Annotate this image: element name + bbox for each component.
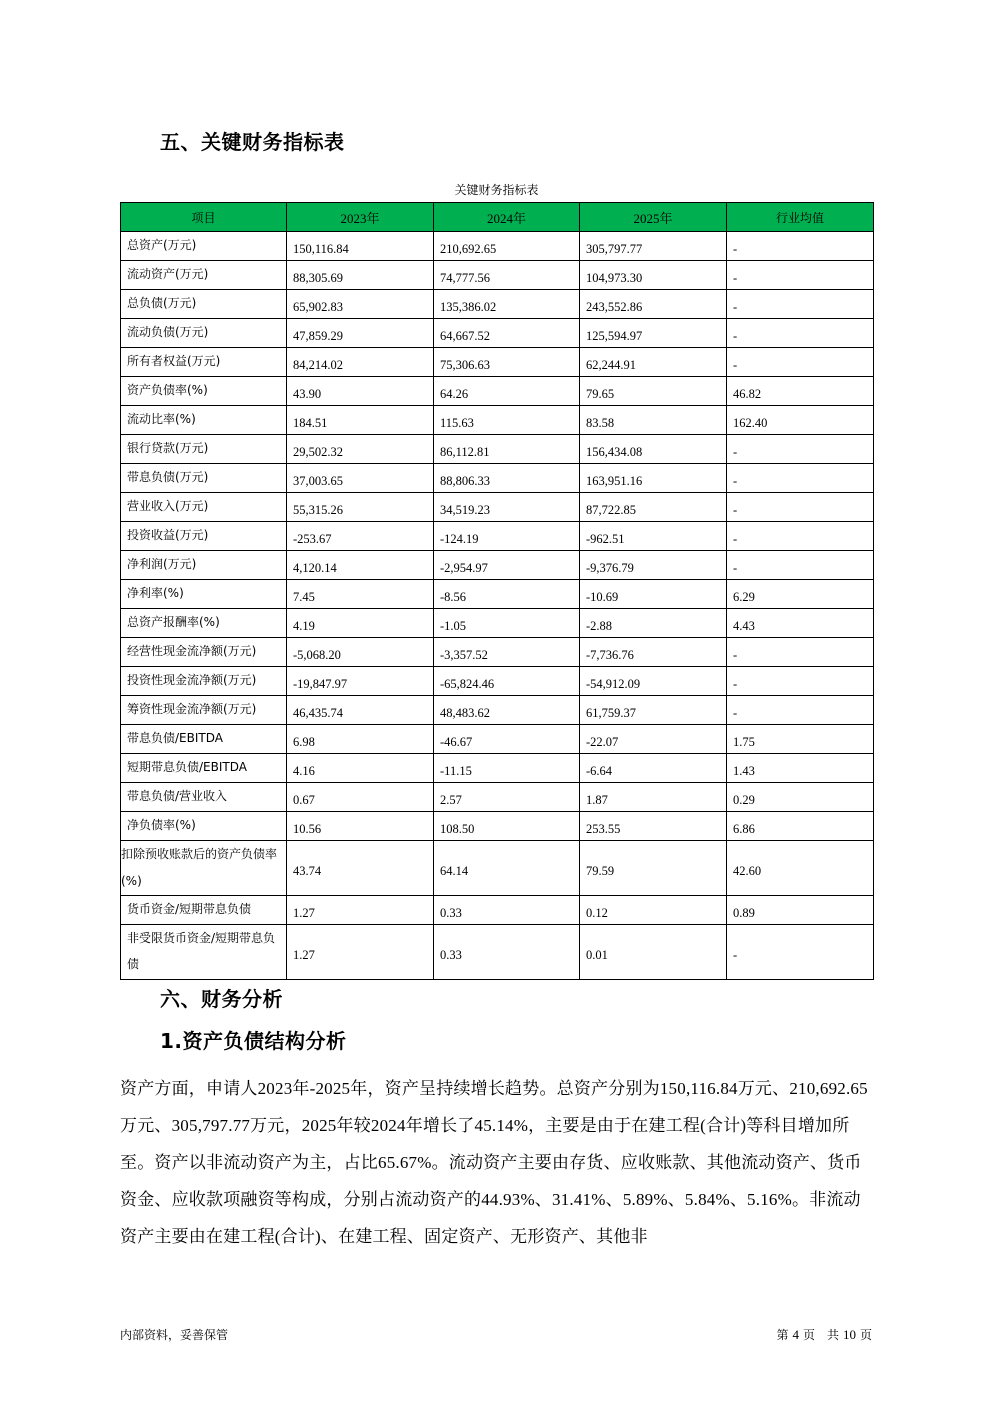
row-value: -22.07 (580, 725, 727, 754)
row-value: 4.19 (287, 609, 434, 638)
key-financial-indicators-table (120, 202, 874, 980)
row-value: -2.88 (580, 609, 727, 638)
row-label: 流动资产(万元) (121, 261, 287, 290)
row-label: 短期带息负债/EBITDA (121, 754, 287, 783)
row-value: 42.60 (727, 841, 874, 896)
row-value: 2.57 (434, 783, 580, 812)
row-label: 总资产报酬率(%) (121, 609, 287, 638)
row-label: 扣除预收账款后的资产负债率(%) (121, 841, 287, 896)
row-value: - (727, 348, 874, 377)
row-label: 资产负债率(%) (121, 377, 287, 406)
row-value: -46.67 (434, 725, 580, 754)
row-value: 74,777.56 (434, 261, 580, 290)
table-row (121, 841, 874, 896)
table-row (121, 377, 874, 406)
row-value: 1.27 (287, 896, 434, 925)
section-6-1-title: 1.资产负债结构分析 (160, 1029, 347, 1053)
row-value: 163,951.16 (580, 464, 727, 493)
row-value: 10.56 (287, 812, 434, 841)
row-value: 253.55 (580, 812, 727, 841)
row-value: 135,386.02 (434, 290, 580, 319)
row-value: -962.51 (580, 522, 727, 551)
row-value: 46,435.74 (287, 696, 434, 725)
row-value: 4.16 (287, 754, 434, 783)
row-value: - (727, 435, 874, 464)
page-suffix: 页 (859, 1328, 872, 1342)
row-value: - (727, 493, 874, 522)
row-label: 投资性现金流净额(万元) (121, 667, 287, 696)
row-value: 0.67 (287, 783, 434, 812)
row-value: 83.58 (580, 406, 727, 435)
row-value: -253.67 (287, 522, 434, 551)
row-value: 88,305.69 (287, 261, 434, 290)
row-value: 34,519.23 (434, 493, 580, 522)
row-value: 86,112.81 (434, 435, 580, 464)
row-value: 0.12 (580, 896, 727, 925)
row-value: 7.45 (287, 580, 434, 609)
page-mid: 页 共 (802, 1328, 839, 1342)
row-value: 75,306.63 (434, 348, 580, 377)
row-label: 所有者权益(万元) (121, 348, 287, 377)
row-value: 62,244.91 (580, 348, 727, 377)
row-value: 184.51 (287, 406, 434, 435)
row-value: -11.15 (434, 754, 580, 783)
row-value: 1.75 (727, 725, 874, 754)
table-row (121, 464, 874, 493)
row-value: -19,847.97 (287, 667, 434, 696)
table-row (121, 667, 874, 696)
row-label: 非受限货币资金/短期带息负债 (121, 925, 287, 980)
row-value: -3,357.52 (434, 638, 580, 667)
row-value: - (727, 925, 874, 980)
row-value: 79.59 (580, 841, 727, 896)
row-label: 经营性现金流净额(万元) (121, 638, 287, 667)
table-row (121, 232, 874, 261)
row-value: 4,120.14 (287, 551, 434, 580)
table-row (121, 522, 874, 551)
row-value: 156,434.08 (580, 435, 727, 464)
row-value: 65,902.83 (287, 290, 434, 319)
row-value: -10.69 (580, 580, 727, 609)
table-row (121, 435, 874, 464)
header-2024: 2024年 (434, 203, 580, 232)
row-label: 净负债率(%) (121, 812, 287, 841)
table-row (121, 493, 874, 522)
row-value: 84,214.02 (287, 348, 434, 377)
section-5-title: 五、关键财务指标表 (160, 130, 345, 154)
row-label: 筹资性现金流净额(万元) (121, 696, 287, 725)
page-current: 4 (792, 1327, 799, 1342)
row-value: - (727, 261, 874, 290)
row-value: 88,806.33 (434, 464, 580, 493)
row-value: 0.29 (727, 783, 874, 812)
row-value: 37,003.65 (287, 464, 434, 493)
row-value: 64,667.52 (434, 319, 580, 348)
row-label: 流动负债(万元) (121, 319, 287, 348)
table-header-row (121, 203, 874, 232)
row-value: 43.90 (287, 377, 434, 406)
row-value: 0.01 (580, 925, 727, 980)
footer-confidential-note: 内部资料，妥善保管 (120, 1328, 229, 1342)
row-value: -65,824.46 (434, 667, 580, 696)
row-label: 带息负债/营业收入 (121, 783, 287, 812)
table-row (121, 348, 874, 377)
row-label: 带息负债/EBITDA (121, 725, 287, 754)
row-value: 1.87 (580, 783, 727, 812)
row-value: 6.86 (727, 812, 874, 841)
row-label: 净利率(%) (121, 580, 287, 609)
row-value: 1.27 (287, 925, 434, 980)
row-value: 243,552.86 (580, 290, 727, 319)
row-value: - (727, 667, 874, 696)
row-value: -8.56 (434, 580, 580, 609)
row-value: - (727, 551, 874, 580)
row-value: 0.33 (434, 925, 580, 980)
table-row (121, 580, 874, 609)
row-value: 64.14 (434, 841, 580, 896)
footer-page-number (776, 1326, 872, 1343)
row-value: 6.29 (727, 580, 874, 609)
table-body (121, 232, 874, 980)
row-value: 115.63 (434, 406, 580, 435)
page-prefix: 第 (776, 1328, 789, 1342)
row-value: 210,692.65 (434, 232, 580, 261)
header-item: 项目 (121, 203, 287, 232)
row-value: 47,859.29 (287, 319, 434, 348)
row-value: -2,954.97 (434, 551, 580, 580)
row-value: -5,068.20 (287, 638, 434, 667)
table-row (121, 896, 874, 925)
row-value: -9,376.79 (580, 551, 727, 580)
row-label: 总负债(万元) (121, 290, 287, 319)
table-row (121, 725, 874, 754)
row-value: - (727, 696, 874, 725)
row-value: - (727, 638, 874, 667)
table-row (121, 406, 874, 435)
row-value: -7,736.76 (580, 638, 727, 667)
row-value: 43.74 (287, 841, 434, 896)
row-value: 55,315.26 (287, 493, 434, 522)
table-row (121, 261, 874, 290)
row-label: 营业收入(万元) (121, 493, 287, 522)
row-value: 0.33 (434, 896, 580, 925)
table-row (121, 638, 874, 667)
row-label: 投资收益(万元) (121, 522, 287, 551)
row-value: - (727, 290, 874, 319)
row-value: 4.43 (727, 609, 874, 638)
row-value: 87,722.85 (580, 493, 727, 522)
row-value: 104,973.30 (580, 261, 727, 290)
row-value: 108.50 (434, 812, 580, 841)
table-row (121, 696, 874, 725)
table-row (121, 290, 874, 319)
row-label: 带息负债(万元) (121, 464, 287, 493)
row-value: 61,759.37 (580, 696, 727, 725)
header-2023: 2023年 (287, 203, 434, 232)
table-row (121, 812, 874, 841)
row-value: - (727, 522, 874, 551)
row-value: 29,502.32 (287, 435, 434, 464)
row-value: 64.26 (434, 377, 580, 406)
row-label: 银行贷款(万元) (121, 435, 287, 464)
row-value: -6.64 (580, 754, 727, 783)
row-value: 6.98 (287, 725, 434, 754)
row-value: -54,912.09 (580, 667, 727, 696)
row-value: -124.19 (434, 522, 580, 551)
table-row (121, 609, 874, 638)
header-2025: 2025年 (580, 203, 727, 232)
table-row (121, 551, 874, 580)
page-total: 10 (842, 1327, 856, 1342)
table-row (121, 319, 874, 348)
row-value: 125,594.97 (580, 319, 727, 348)
row-value: - (727, 232, 874, 261)
row-value: 150,116.84 (287, 232, 434, 261)
row-label: 流动比率(%) (121, 406, 287, 435)
row-value: - (727, 319, 874, 348)
row-value: 162.40 (727, 406, 874, 435)
row-label: 净利润(万元) (121, 551, 287, 580)
row-value: 48,483.62 (434, 696, 580, 725)
section-6-title: 六、财务分析 (160, 987, 283, 1011)
row-label: 货币资金/短期带息负债 (121, 896, 287, 925)
row-value: 0.89 (727, 896, 874, 925)
row-value: 46.82 (727, 377, 874, 406)
table-row (121, 925, 874, 980)
row-value: 1.43 (727, 754, 874, 783)
table-caption: 关键财务指标表 (454, 183, 539, 197)
row-value: 79.65 (580, 377, 727, 406)
row-value: -1.05 (434, 609, 580, 638)
row-label: 总资产(万元) (121, 232, 287, 261)
table-row (121, 783, 874, 812)
row-value: - (727, 464, 874, 493)
table-row (121, 754, 874, 783)
header-industry-average: 行业均值 (727, 203, 874, 232)
analysis-paragraph: 资产方面，申请人2023年-2025年，资产呈持续增长趋势。总资产分别为150,116.84万元、210,692.65万元、305,797.77万元，2025年较2024年增长了45.14%，主要是由于在建工程(合计)等科目增加所至。资产以非流动资产为主，占比65.67%。流动资产主要由存货、应收账款、其他流动资产、货币资金、应收款项融资等构成，分别占流动资产的44.93%、31.41%、5.89%、5.84%、5.16%。非流动资产主要由在建工程(合计)、在建工程、固定资产、无形资产、其他非 (120, 1079, 868, 1246)
row-value: 305,797.77 (580, 232, 727, 261)
